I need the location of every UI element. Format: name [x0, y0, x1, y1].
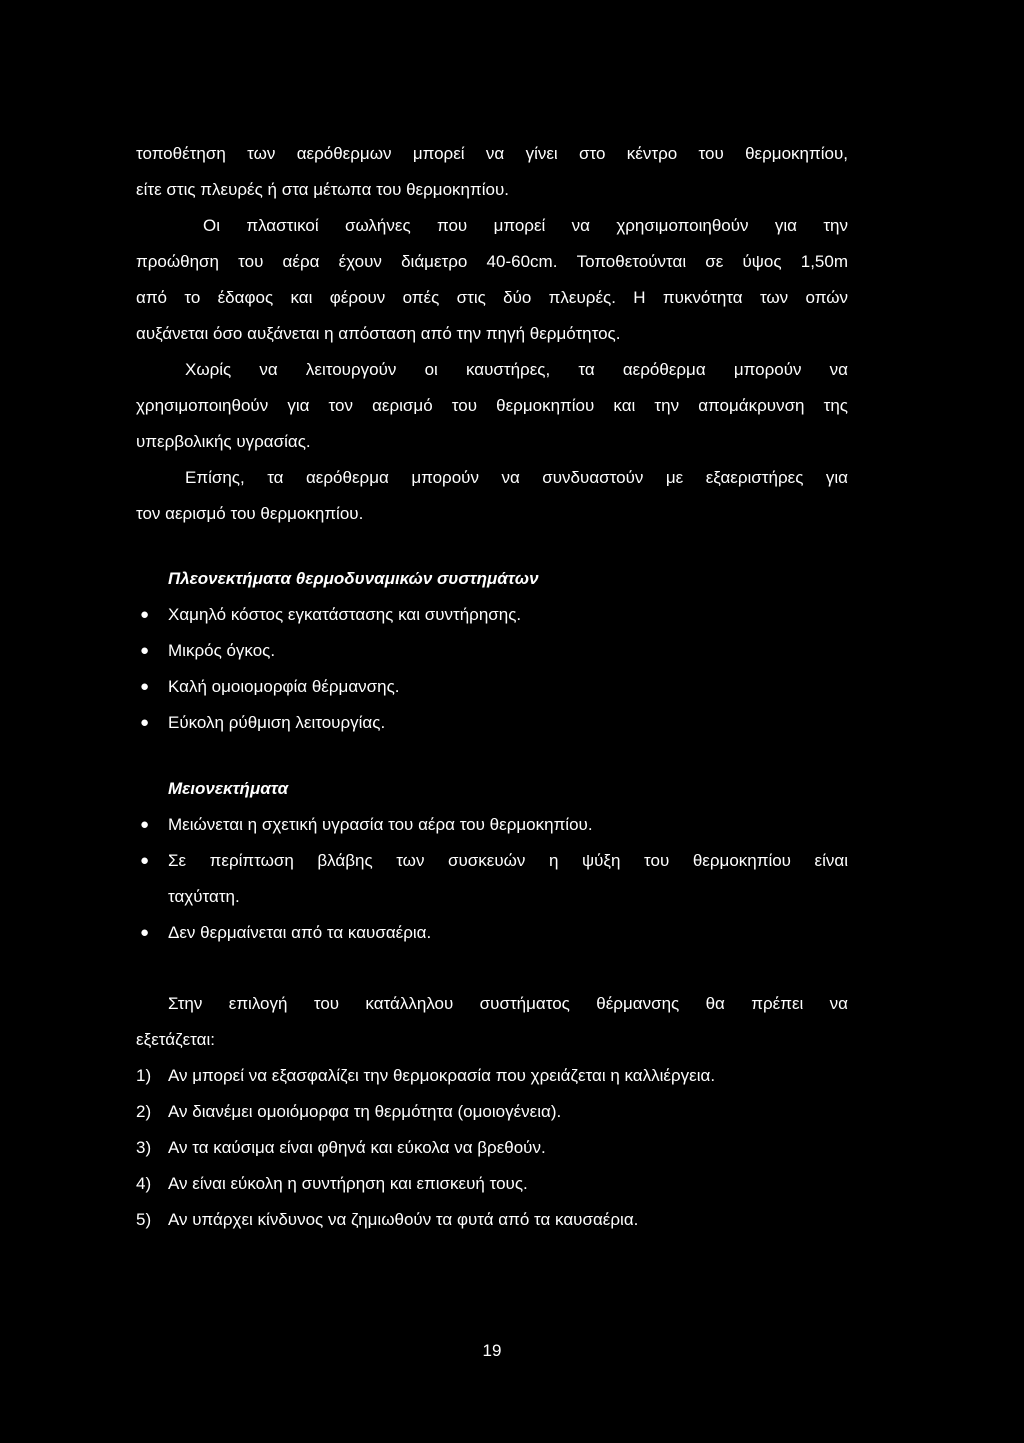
- text-line: χρησιμοποιηθούν για τον αερισμό του θερμοκηπίου και την απομάκρυνση της: [136, 396, 848, 415]
- item-text: Αν μπορεί να εξασφαλίζει την θερμοκρασία που χρειάζεται η καλλιέργεια.: [168, 1066, 716, 1085]
- item-number: 1): [136, 1066, 152, 1085]
- item-number: 5): [136, 1210, 152, 1229]
- list-item-text: Μειώνεται η σχετική υγρασία του αέρα του θερμοκηπίου.: [168, 815, 593, 834]
- text-line: αυξάνεται όσο αυξάνεται η απόσταση από την πηγή θερμότητος.: [136, 324, 621, 343]
- text-line: Επίσης, τα αερόθερμα μπορούν να συνδυαστούν με εξαεριστήρες για: [185, 468, 848, 487]
- list-item-continuation: ταχύτατη.: [168, 887, 240, 906]
- advantages-heading: Πλεονεκτήματα θερμοδυναμικών συστημάτων: [168, 569, 539, 588]
- page-number: 19: [482, 1341, 502, 1360]
- bullet-icon: ●: [140, 924, 150, 941]
- text-line: εξετάζεται:: [136, 1030, 215, 1049]
- item-text: Αν υπάρχει κίνδυνος να ζημιωθούν τα φυτά από τα καυσαέρια.: [168, 1210, 639, 1229]
- list-item-text: Χαμηλό κόστος εγκατάστασης και συντήρησης.: [168, 605, 522, 624]
- disadvantages-heading: Μειονεκτήματα: [168, 779, 289, 798]
- bullet-icon: ●: [140, 678, 150, 695]
- text-line: από το έδαφος και φέρουν οπές στις δύο πλευρές. Η πυκνότητα των οπών: [136, 288, 848, 307]
- item-number: 2): [136, 1102, 152, 1121]
- item-text: Αν τα καύσιμα είναι φθηνά και εύκολα να βρεθούν.: [168, 1138, 546, 1157]
- text-line: προώθηση του αέρα έχουν διάμετρο 40-60cm. Τοποθετούνται σε ύψος 1,50m: [136, 252, 848, 271]
- numbered-item: [136, 1138, 546, 1158]
- text-line: τοποθέτηση των αερόθερμων μπορεί να γίνει στο κέντρο του θερμοκηπίου,: [136, 144, 848, 163]
- item-text: Αν είναι εύκολη η συντήρηση και επισκευή τους.: [168, 1174, 528, 1193]
- bullet-icon: ●: [140, 714, 150, 731]
- item-text: Αν διανέμει ομοιόμορφα τη θερμότητα (ομοιογένεια).: [168, 1102, 562, 1121]
- list-item-text: Δεν θερμαίνεται από τα καυσαέρια.: [168, 923, 432, 942]
- list-item-text: Καλή ομοιομορφία θέρμανσης.: [168, 677, 400, 696]
- bullet-icon: ●: [140, 852, 150, 869]
- item-number: 3): [136, 1138, 152, 1157]
- numbered-item: [136, 1210, 638, 1230]
- item-number: 4): [136, 1174, 152, 1193]
- list-item-text: Σε περίπτωση βλάβης των συσκευών η ψύξη του θερμοκηπίου είναι: [168, 851, 848, 870]
- text-line: Χωρίς να λειτουργούν οι καυστήρες, τα αερόθερμα μπορούν να: [185, 360, 848, 379]
- bullet-icon: ●: [140, 642, 150, 659]
- text-line: τον αερισμό του θερμοκηπίου.: [136, 504, 364, 523]
- bullet-icon: ●: [140, 816, 150, 833]
- numbered-item: [136, 1174, 528, 1194]
- text-line: υπερβολικής υγρασίας.: [136, 432, 311, 451]
- numbered-item: [136, 1102, 561, 1122]
- text-line: Στην επιλογή του κατάλληλου συστήματος θέρμανσης θα πρέπει να: [168, 994, 848, 1013]
- numbered-item: [136, 1066, 715, 1086]
- bullet-icon: ●: [140, 606, 150, 623]
- text-line: Οι πλαστικοί σωλήνες που μπορεί να χρησιμοποιηθούν για την: [203, 216, 848, 235]
- list-item-text: Μικρός όγκος.: [168, 641, 276, 660]
- text-line: είτε στις πλευρές ή στα μέτωπα του θερμοκηπίου.: [136, 180, 509, 199]
- list-item-text: Εύκολη ρύθμιση λειτουργίας.: [168, 713, 386, 732]
